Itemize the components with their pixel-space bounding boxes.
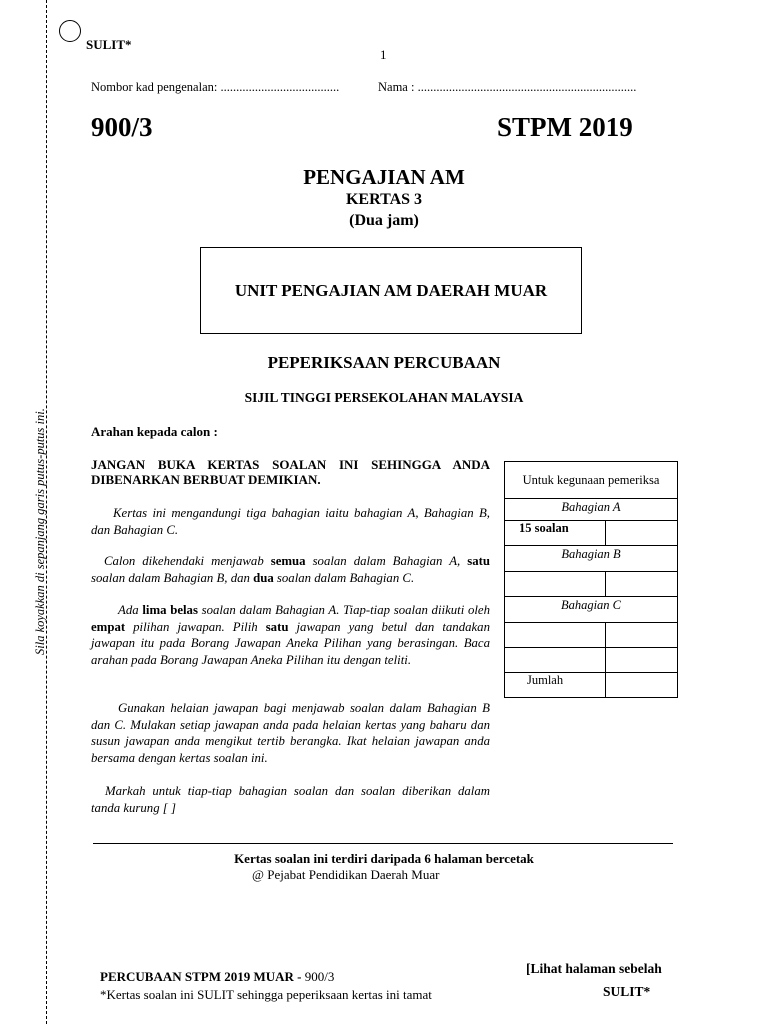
see-next-page: [Lihat halaman sebelah <box>526 961 662 976</box>
name-field: Nama : ...................................................................... <box>378 80 637 94</box>
duration: (Dua jam) <box>349 212 419 229</box>
certificate-name: SIJIL TINGGI PERSEKOLAHAN MALAYSIA <box>244 390 524 405</box>
instruction-paragraph-5: Markah untuk tiap-tiap bahagian soalan dan soalan diberikan dalam tanda kurung [ ] <box>91 784 490 815</box>
exam-title: STPM 2019 <box>497 112 633 142</box>
section-a-mark-cell <box>606 521 678 546</box>
total-label: Jumlah <box>505 673 606 698</box>
section-c-question-1-cell <box>505 623 606 648</box>
instruction-paragraph-4: Gunakan helaian jawapan bagi menjawab soalan dalam Bahagian B dan C. Mulakan setiap jawapan anda pada helaian kertas yang baharu dan susun jawapan anda mengikut tertib berangka. Ikat helaian jawapan anda bersama dengan kertas soalan ini. <box>91 701 490 765</box>
warning-text: JANGAN BUKA KERTAS SOALAN INI SEHINGGA ANDA DIBENARKAN BERBUAT DEMIKIAN. <box>91 457 490 487</box>
examiner-table <box>504 461 678 698</box>
ic-number-field: Nombor kad pengenalan: ...................................... <box>91 80 340 94</box>
copyright-note: @ Pejabat Pendidikan Daerah Muar <box>252 867 440 882</box>
subject-title: PENGAJIAN AM <box>303 165 465 189</box>
pages-note: Kertas soalan ini terdiri daripada 6 halaman bercetak <box>234 851 534 866</box>
hole-punch-circle <box>59 20 81 42</box>
instruction-paragraph-3: Ada lima belas soalan dalam Bahagian A. Tiap-tiap soalan diikuti oleh empat pilihan jawapan. Pilih satu jawapan yang betul dan tandakan jawapan itu pada Borang Jawapan Aneka Pilihan yang berasingan. Baca arahan pada Borang Jawapan Aneka Pilihan itu dengan teliti. <box>91 603 490 667</box>
section-a-count: 15 soalan <box>505 521 606 546</box>
paper-number: KERTAS 3 <box>345 191 423 208</box>
section-c-label: Bahagian C <box>505 597 678 623</box>
section-b-question-cell <box>505 572 606 597</box>
sulit-label-bottom: SULIT* <box>603 984 651 999</box>
section-c-mark-2-cell <box>606 648 678 673</box>
section-c-mark-1-cell <box>606 623 678 648</box>
tear-instruction: Sila koyakkan di sepanjang garis putus-putus ini. <box>33 408 47 655</box>
secret-note: *Kertas soalan ini SULIT sehingga peperiksaan kertas ini tamat <box>100 987 432 1002</box>
footer-divider <box>93 843 673 844</box>
section-a-label: Bahagian A <box>505 499 678 521</box>
section-b-label: Bahagian B <box>505 546 678 572</box>
paper-code: 900/3 <box>91 112 153 142</box>
unit-box: UNIT PENGAJIAN AM DAERAH MUAR <box>200 247 582 334</box>
examiner-table-header: Untuk kegunaan pemeriksa <box>505 462 678 499</box>
section-b-mark-cell <box>606 572 678 597</box>
exam-type: PEPERIKSAAN PERCUBAAN <box>267 353 501 372</box>
instructions-heading: Arahan kepada calon : <box>91 424 218 439</box>
exam-reference: PERCUBAAN STPM 2019 MUAR - 900/3 <box>100 969 335 984</box>
section-c-question-2-cell <box>505 648 606 673</box>
instruction-paragraph-2: Calon dikehendaki menjawab semua soalan dalam Bahagian A, satu soalan dalam Bahagian B, dan dua soalan dalam Bahagian C. <box>91 554 490 585</box>
instruction-paragraph-1: Kertas ini mengandungi tiga bahagian iaitu bahagian A, Bahagian B, dan Bahagian C. <box>91 506 490 537</box>
total-mark-cell <box>606 673 678 698</box>
page-number: 1 <box>380 47 387 62</box>
sulit-label-top: SULIT* <box>86 37 132 52</box>
